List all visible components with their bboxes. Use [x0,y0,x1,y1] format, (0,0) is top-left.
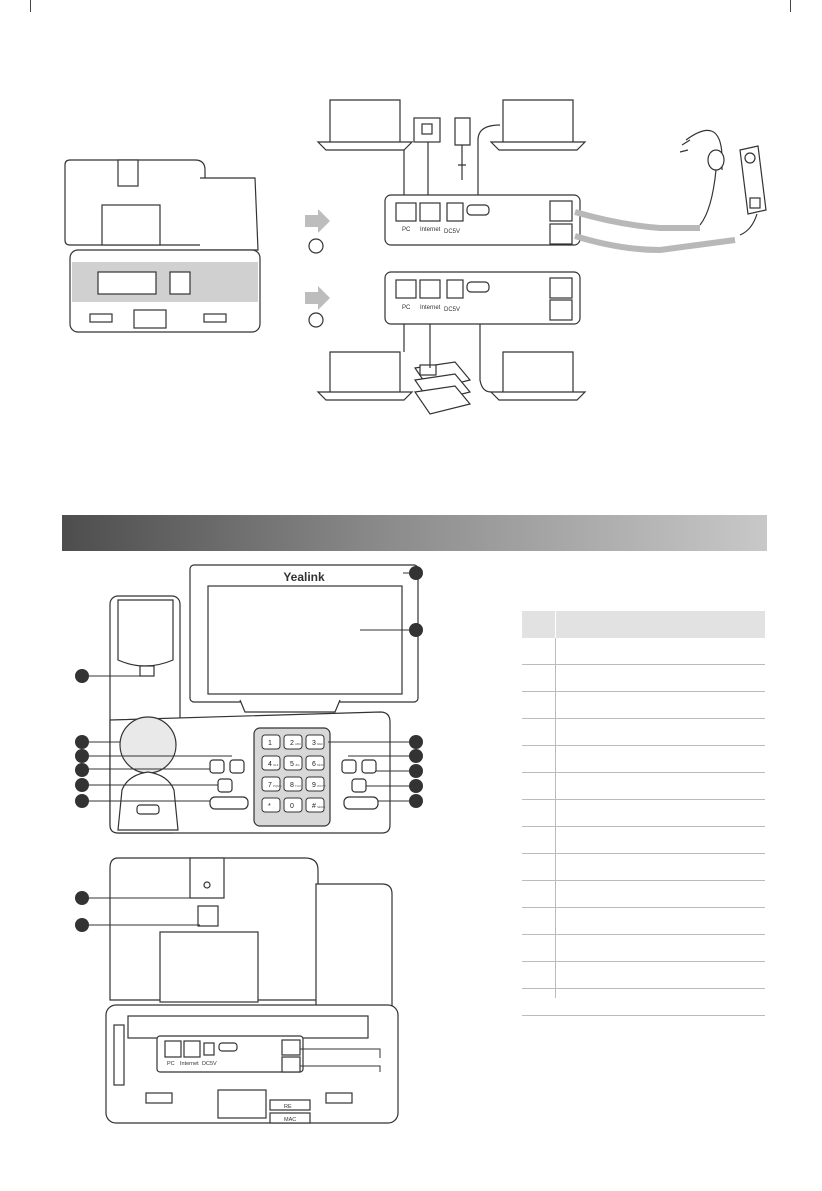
keypad-digit: 8 [290,782,294,789]
row-description [562,665,765,691]
mute-key [342,760,356,773]
table-row [522,854,765,881]
option1-internet-label: Internet [420,227,441,233]
row-number [522,827,555,853]
table-row [522,719,765,746]
table-row [522,962,765,989]
hold-key [362,760,376,773]
keypad-key-5[interactable] [306,756,325,770]
keypad-key-8[interactable] [306,777,326,791]
row-number [522,746,555,772]
keypad-letters: . [273,805,274,809]
row-number [522,638,555,664]
row-description [562,854,765,880]
table-row [522,800,765,827]
keypad-digit: 1 [268,740,272,747]
keypad-key-0[interactable] [262,735,280,749]
transfer-key [230,760,244,773]
row-description [562,989,765,1015]
keypad-digit: 3 [312,740,316,747]
callout-marker [409,779,423,793]
row-number [522,989,555,1015]
row-number [522,800,555,826]
callout-marker [75,669,89,683]
row-number [522,962,555,988]
table-body [522,638,765,1016]
table-row [522,773,765,800]
phone-back-diagram [60,850,420,1130]
table-row [522,908,765,935]
callout-marker [409,623,423,637]
section-banner [62,515,767,551]
table-row [522,746,765,773]
keypad-digit: 2 [290,740,294,747]
crop-mark-left [0,0,31,12]
callout-marker [75,763,89,777]
keypad-key-7[interactable] [284,777,302,791]
row-description [562,773,765,799]
back-pc-label: PC [167,1061,175,1067]
table-column-divider [555,638,556,998]
brand-logo: Yealink [283,570,325,584]
callout-marker [75,794,89,808]
table-row [522,692,765,719]
row-number [522,854,555,880]
back-dc-label: DC5V [202,1061,217,1067]
row-description [562,692,765,718]
callout-marker [409,764,423,778]
keypad-digit: 7 [268,782,272,789]
keypad-letters: MNO [317,763,324,767]
table-row [522,827,765,854]
keypad-letters: SEND [317,805,326,809]
crop-mark-right [790,0,821,12]
row-description [562,827,765,853]
callout-marker [75,778,89,792]
keypad-key-3[interactable] [262,756,280,770]
keypad-digit: 9 [312,782,316,789]
message-key [352,779,366,792]
table-row [522,638,765,665]
callout-marker [75,749,89,763]
row-description [562,935,765,961]
row-description [562,800,765,826]
keypad-key-2[interactable] [306,735,324,749]
table-row [522,665,765,692]
row-description [562,746,765,772]
row-description [562,962,765,988]
connection-diagram [0,80,822,500]
volume-key [210,797,248,809]
keypad-letters: PQRS [273,784,282,788]
keypad-digit: 4 [268,761,272,768]
callout-marker [409,794,423,808]
speaker-grille [120,717,176,773]
keypad-key-9[interactable] [262,798,280,812]
back-internet-label: Internet [180,1061,199,1067]
row-description [562,881,765,907]
row-number [522,692,555,718]
keypad-letters: WXYZ [317,784,326,788]
row-number [522,908,555,934]
row-description [562,908,765,934]
phone-back-thumbnail [65,160,260,332]
table-row [522,935,765,962]
keypad-digit: # [312,803,316,810]
touch-screen [208,586,402,694]
keypad-letters: JKL [295,763,301,767]
keypad-digit: 0 [290,803,294,810]
keypad-key-1[interactable] [284,735,302,749]
stand-clip [190,858,224,898]
table-row [522,881,765,908]
row-description [562,638,765,664]
keypad-key-11[interactable] [306,798,326,812]
component-table [522,611,765,1016]
keypad-letters: DEF [317,742,323,746]
row-description [562,719,765,745]
keypad-digit: * [268,803,271,810]
speakerphone-key [344,797,378,809]
redial-key [218,779,232,792]
keypad-letters: TUV [295,784,301,788]
option1-pc-label: PC [402,227,411,233]
handset-earpiece [118,600,173,666]
row-number [522,935,555,961]
callout-marker [409,749,423,763]
phone-front-diagram [60,560,500,850]
option2-pc-label: PC [402,305,411,311]
row-number [522,665,555,691]
row-number [522,719,555,745]
callout-marker [409,566,423,580]
headset-key [210,760,224,773]
keypad-letters: GHI [273,763,279,767]
callout-marker [75,735,89,749]
keypad-key-10[interactable] [284,798,302,812]
option2-dc-label: DC5V [444,307,461,313]
row-number [522,881,555,907]
keypad-digit: 5 [290,761,294,768]
option2-internet-label: Internet [420,305,441,311]
usb-port [198,906,218,926]
option1-dc-label: DC5V [444,229,461,235]
keypad-key-6[interactable] [262,777,282,791]
table-header [522,611,765,638]
keypad-key-4[interactable] [284,756,302,770]
back-sticker-top: RE [284,1104,292,1110]
callout-marker [75,918,89,932]
keypad-letters: ABC [295,742,302,746]
table-row [522,989,765,1016]
keypad-digit: 6 [312,761,316,768]
back-sticker-bottom: MAC [284,1117,297,1123]
row-number [522,773,555,799]
callout-marker [75,891,89,905]
callout-marker [409,735,423,749]
hookswitch [140,666,154,676]
